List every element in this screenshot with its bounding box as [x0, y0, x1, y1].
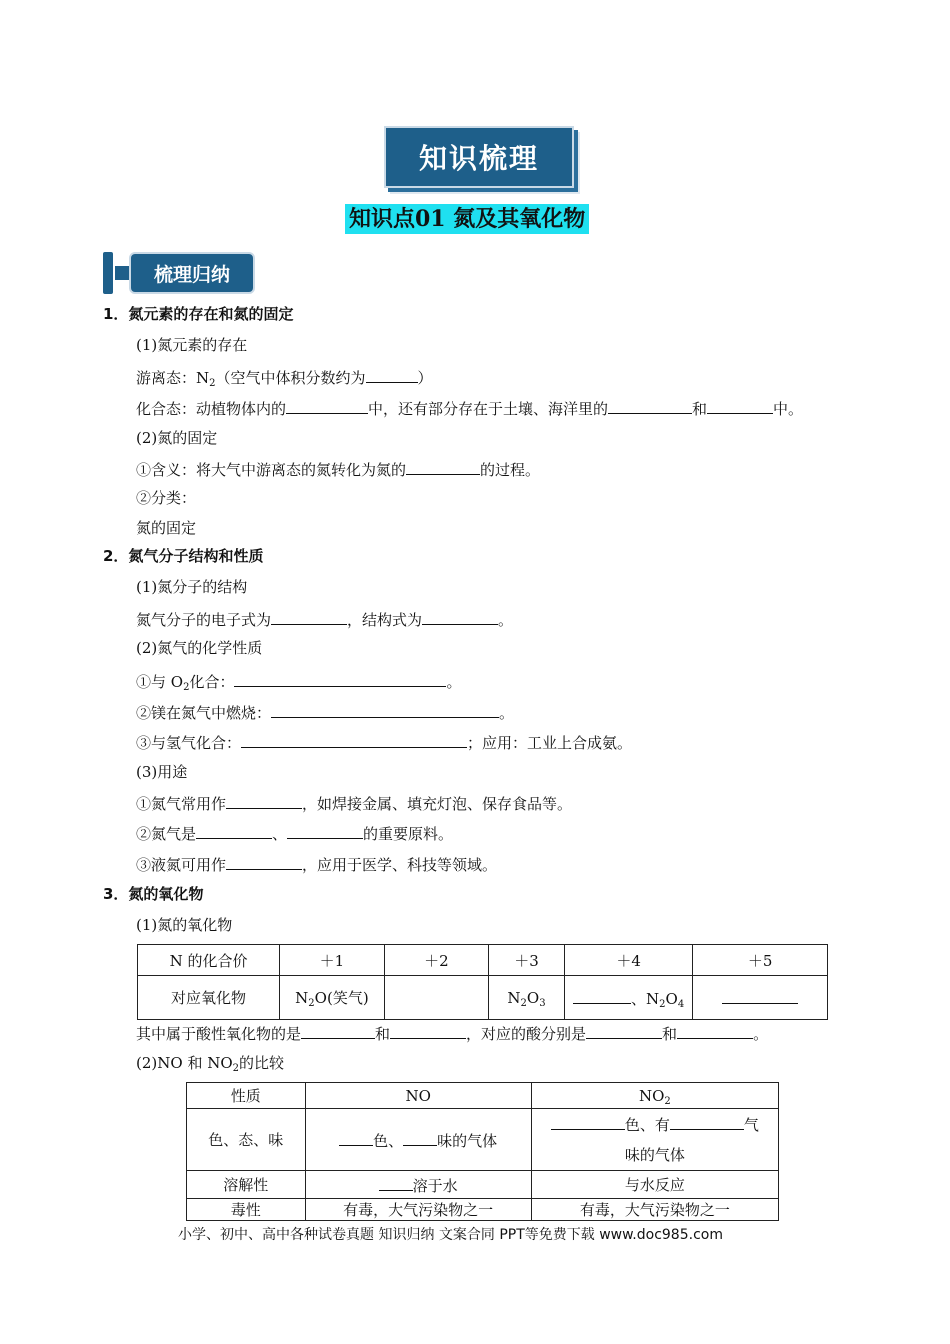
blank[interactable]	[286, 397, 368, 414]
heading-3: 3．氮的氧化物	[103, 885, 204, 903]
combined-state-line: 化合态：动植物体内的 中，还有部分存在于土壤、海洋里的 和 中。	[136, 397, 803, 419]
blank[interactable]	[707, 397, 773, 414]
blank[interactable]	[677, 1022, 753, 1039]
section-banner	[384, 126, 574, 188]
blank[interactable]	[271, 701, 499, 718]
table-cell: 与水反应	[531, 1171, 778, 1199]
table-cell: 色、态、味	[187, 1109, 306, 1171]
acid-oxide-line: 其中属于酸性氧化物的是 和 ，对应的酸分别是 和 。	[136, 1022, 768, 1044]
table-cell: ＋3	[489, 945, 565, 976]
fixation-line: 氮的固定	[136, 519, 197, 537]
table-cell: 色、有 气 味的气体	[531, 1109, 778, 1171]
knowledge-point-title: 知识点01 氮及其氧化物	[345, 204, 589, 234]
blank[interactable]	[586, 1022, 662, 1039]
badge-bar	[103, 252, 113, 294]
classification-line: ②分类：	[136, 489, 197, 507]
no-comparison-table	[186, 1082, 779, 1221]
valence-table	[137, 944, 828, 1020]
blank[interactable]	[287, 822, 363, 839]
footer-watermark: 小学、初中、高中各种试卷真题 知识归纳 文案合同 PPT等免费下载 www.doc985.com	[178, 1227, 723, 1243]
table-cell: 溶于水	[305, 1171, 531, 1199]
use-3-line: ③液氮可用作 ，应用于医学、科技等领域。	[136, 853, 497, 875]
blank[interactable]	[366, 366, 418, 383]
table-cell[interactable]	[384, 976, 488, 1020]
blank[interactable]	[226, 792, 302, 809]
mg-line: ②镁在氮气中燃烧： 。	[136, 701, 514, 723]
s3-sub-1: (1)氮的氧化物	[136, 916, 233, 934]
blank[interactable]	[271, 608, 347, 625]
table-cell: 溶解性	[187, 1171, 306, 1199]
blank[interactable]	[379, 1174, 413, 1191]
table-cell: $N_2O$(笑气)	[280, 976, 385, 1020]
table-cell: 色、 味的气体	[305, 1109, 531, 1171]
table-cell: $N_2O_3$	[489, 976, 565, 1020]
table-cell: 有毒，大气污染物之一	[531, 1199, 778, 1221]
banner-text: 知识梳理	[418, 142, 539, 175]
badge-label: 梳理归纳	[129, 252, 255, 294]
use-2-line: ②氮气是 、 的重要原料。	[136, 822, 453, 844]
table-cell	[693, 976, 828, 1020]
s1-sub-1: (1)氮元素的存在	[136, 336, 248, 354]
table-cell: $NO_2$	[531, 1083, 778, 1109]
blank[interactable]	[406, 458, 480, 475]
blank[interactable]	[670, 1113, 744, 1130]
blank[interactable]	[422, 608, 498, 625]
table-cell: 、$N_2O_4$	[564, 976, 693, 1020]
blank[interactable]	[608, 397, 692, 414]
structure-line: 氮气分子的电子式为 ，结构式为 。	[136, 608, 513, 630]
table-cell: ＋2	[384, 945, 488, 976]
blank[interactable]	[301, 1022, 375, 1039]
blank[interactable]	[234, 670, 446, 687]
table-cell: 性质	[187, 1083, 306, 1109]
blank[interactable]	[226, 853, 302, 870]
table-cell: ＋5	[693, 945, 828, 976]
s2-sub-1: (1)氮分子的结构	[136, 578, 248, 596]
h2-line: ③与氢气化合： ；应用：工业上合成氨。	[136, 731, 632, 753]
blank[interactable]	[722, 987, 798, 1004]
blank[interactable]	[196, 822, 272, 839]
heading-1: 1．氮元素的存在和氮的固定	[103, 305, 294, 323]
table-cell: ＋4	[564, 945, 693, 976]
s2-sub-3: (3)用途	[136, 763, 188, 781]
blank[interactable]	[573, 987, 631, 1004]
table-cell: NO	[305, 1083, 531, 1109]
heading-2: 2．氮气分子结构和性质	[103, 547, 264, 565]
meaning-line: ①含义：将大气中游离态的氮转化为氮的 的过程。	[136, 458, 540, 480]
section-badge	[103, 252, 253, 294]
free-state-line: 游离态：$N_2$（空气中体积分数约为 ）	[136, 366, 433, 388]
table-cell: 对应氧化物	[138, 976, 280, 1020]
table-cell: 有毒，大气污染物之一	[305, 1199, 531, 1221]
s2-sub-2: (2)氮气的化学性质	[136, 639, 263, 657]
badge-connector	[115, 266, 129, 280]
use-1-line: ①氮气常用作 ，如焊接金属、填充灯泡、保存食品等。	[136, 792, 572, 814]
blank[interactable]	[403, 1129, 437, 1146]
table-cell: ＋1	[280, 945, 385, 976]
blank[interactable]	[390, 1022, 466, 1039]
blank[interactable]	[339, 1129, 373, 1146]
table-cell: 毒性	[187, 1199, 306, 1221]
s3-sub-2: (2)NO 和 $NO_2$的比较	[136, 1054, 285, 1074]
blank[interactable]	[241, 731, 467, 748]
table-cell: N 的化合价	[138, 945, 280, 976]
s1-sub-2: (2)氮的固定	[136, 429, 218, 447]
o2-line: ①与 $O_2$化合： 。	[136, 670, 461, 692]
blank[interactable]	[551, 1113, 625, 1130]
